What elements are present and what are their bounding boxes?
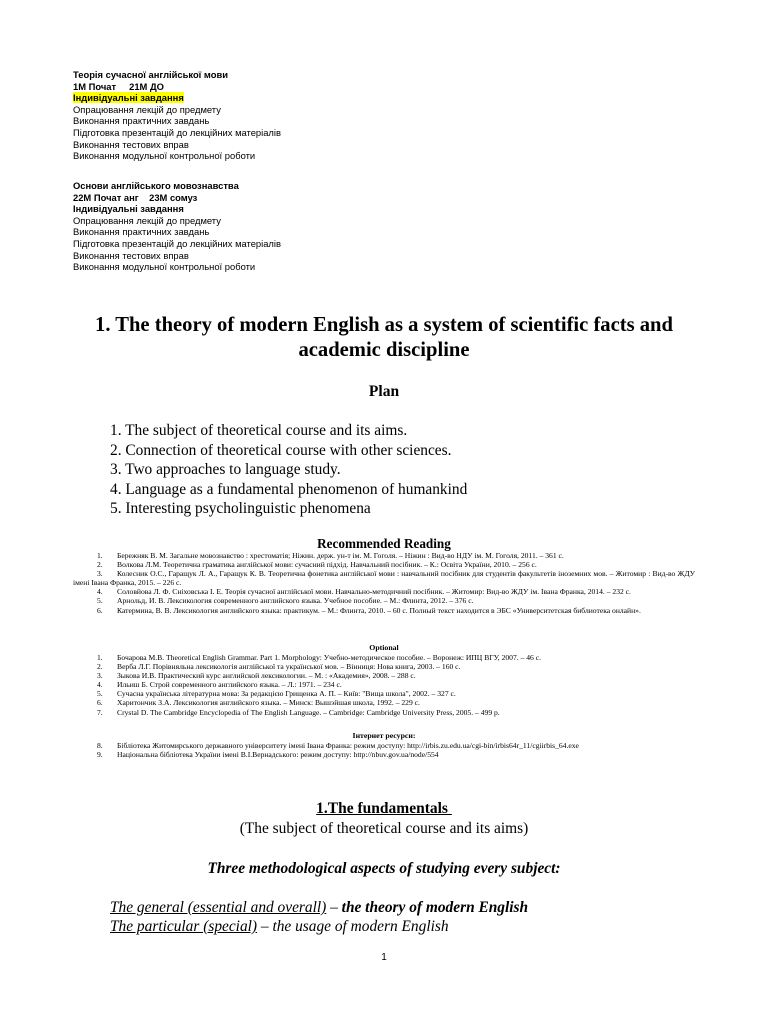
reference-item: 5. Арнольд, И. В. Лексикология современного английского языка. Учебное пособие. – М.: Флинта, 2012. – 376 с. bbox=[97, 596, 474, 606]
reading-list-internet bbox=[73, 741, 695, 759]
aspect-term: The general (essential and overall) bbox=[110, 899, 327, 916]
task-item: Підготовка презентацій до лекційних матеріалів bbox=[73, 237, 281, 249]
aspect-value: the theory of modern English bbox=[341, 899, 529, 916]
course-title: Основи англійського мовознавства bbox=[73, 180, 239, 191]
reference-item: 6. Харитончик З.А. Лексикология английского языка. – Минск: Вышэйшая школа, 1992. – 229 с. bbox=[97, 698, 420, 708]
reference-item: 5. Сучасна українська літературна мова: За редакцією Грищенка А. П. – Київ: "Вища школа", 2002. – 327 с. bbox=[97, 689, 456, 699]
reference-item: 6. Катермина, В. В. Лексикология английского языка: практикум. – М.: Флинта, 2010. – 60 с. Полный текст находится в ЭБС «Университетская библиотека онлайн». bbox=[97, 605, 641, 615]
reference-item: 1. Бочарова М.В. Theoretical English Grammar. Part 1. Morphology: Учебно-методическое пособие. – Воронеж: ИПЦ ВГУ, 2007. – 46 с. bbox=[97, 653, 542, 662]
reference-item: 9. Національна бібліотека України імені В.І.Вернадського: режим доступу: http://nbuv.gov.ua/node/554 bbox=[97, 750, 439, 760]
task-item: Підготовка презентацій до лекційних матеріалів bbox=[73, 126, 281, 138]
aspect-value: the usage of modern English bbox=[272, 918, 449, 935]
reference-item: 2. Верба Л.Г. Порівняльна лексикологія англійської та української мов. – Вінниця: Нова книга, 2003. – 160 с. bbox=[97, 662, 461, 672]
reference-item: 3. Колесник О.С., Гаращук Л. А., Гаращук К. В. Теоретична фонетика англійської мови : навчальний посібник для студентів факультетів іноземних мов. – Житомир : Вид-во ЖДУ імені Івана Франка, 2015. – 226 с. bbox=[73, 569, 695, 588]
plan-item: 3. Two approaches to language study. bbox=[110, 461, 341, 479]
plan-list bbox=[110, 421, 467, 519]
course-groups: 22М Почат анг 23М сомуз bbox=[73, 191, 198, 203]
task-item: Опрацювання лекцій до предмету bbox=[73, 214, 221, 226]
reference-item: 8. Бібліотека Житомирського державного університету імені Івана Франка: режим доступу: http://irbis.zu.edu.ua/cgi-bin/irbis64r_11/cgiirbis_64.exe bbox=[97, 741, 579, 750]
reference-item: 4. Ильиш Б. Строй современного английского языка. – Л.: 1971. – 234 с. bbox=[97, 680, 342, 690]
course-notes-theory bbox=[73, 69, 281, 162]
reference-item: 4. Соловйова Л. Ф. Сніховська І. Е. Теорія сучасної англійської мови. Навчально-методичний посібник. – Житомир: Вид-во ЖДУ ім. Івана Франка, 2014. – 232 с. bbox=[97, 587, 631, 597]
course-notes-linguistics bbox=[73, 180, 281, 273]
task-item: Виконання тестових вправ bbox=[73, 138, 189, 150]
section-heading: 1.The fundamentals bbox=[316, 800, 452, 817]
section-subheading: (The subject of theoretical course and its aims) bbox=[239, 820, 529, 837]
reference-item: 3. Зыкова И.В. Практический курс английской лексикологии. – М. : «Академия», 2008. – 288 с. bbox=[97, 671, 416, 681]
tasks-heading: Індивідуальні завдання bbox=[73, 203, 184, 215]
task-item: Виконання практичних завдань bbox=[73, 115, 210, 127]
optional-heading: Optional bbox=[369, 643, 399, 652]
plan-item: 1. The subject of theoretical course and its aims. bbox=[110, 422, 408, 439]
course-groups: 1М Почат 21М ДО bbox=[73, 80, 164, 92]
task-item: Виконання практичних завдань bbox=[73, 226, 210, 238]
task-item: Опрацювання лекцій до предмету bbox=[73, 103, 221, 115]
plan-item: 2. Connection of theoretical course with other sciences. bbox=[110, 441, 452, 459]
task-item: Виконання тестових вправ bbox=[73, 249, 189, 261]
highlighted-tasks-heading: Індивідуальні завдання bbox=[73, 92, 184, 104]
reference-item: 1. Бережняк В. М. Загальне мовознавство : хрестоматія; Ніжин. держ. ун-т ім. М. Гоголя. – Ніжин : Вид-во НДУ ім. М. Гоголя, 2011. – 361 с. bbox=[97, 551, 564, 560]
task-item: Виконання модульної контрольної роботи bbox=[73, 150, 256, 162]
plan-heading: Plan bbox=[368, 383, 400, 400]
course-title: Теорія сучасної англійської мови bbox=[73, 69, 228, 80]
plan-item: 5. Interesting psycholinguistic phenomena bbox=[110, 500, 371, 518]
aspect-term: The particular (special) bbox=[110, 918, 258, 935]
plan-item: 4. Language as a fundamental phenomenon of humankind bbox=[110, 480, 468, 498]
task-item: Виконання модульної контрольної роботи bbox=[73, 261, 256, 273]
aspects-heading: Three methodological aspects of studying every subject: bbox=[207, 860, 561, 877]
reference-item: 2. Волкова Л.М. Теоретична граматика англійської мови: сучасний підхід. Навчальний посібник. – К.: Освіта України, 2010. – 256 с. bbox=[97, 560, 537, 570]
reading-heading: Recommended Reading bbox=[317, 536, 451, 551]
page-number: 1 bbox=[381, 952, 387, 963]
internet-resources-heading: Інтернет ресурси: bbox=[352, 731, 416, 740]
reading-list-main bbox=[73, 551, 695, 615]
lecture-title: 1. The theory of modern English as a system of scientific facts and academic discipline bbox=[95, 314, 673, 361]
reference-item: 7. Crystal D. The Cambridge Encyclopedia of The English Language. – Cambridge: Cambridge University Press, 2005. – 499 p. bbox=[97, 707, 500, 717]
aspect-line: The particular (special) – the usage of modern English bbox=[110, 918, 449, 935]
reading-list-optional bbox=[73, 653, 695, 717]
aspect-line: The general (essential and overall) – the theory of modern English bbox=[110, 899, 529, 916]
